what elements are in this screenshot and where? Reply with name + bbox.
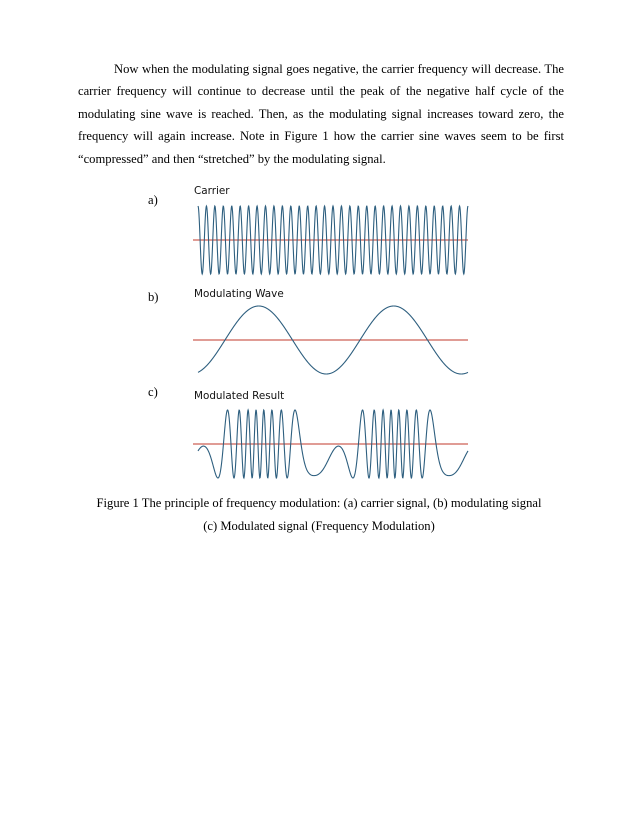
carrier-wave-plot <box>188 200 470 280</box>
panel-a-title: Carrier <box>194 185 230 197</box>
panel-c-title: Modulated Result <box>194 390 285 402</box>
body-paragraph: Now when the modulating signal goes negative, the carrier frequency will decrease. The carrier frequency will continue to decrease until the peak of the negative half cycle of the modulating sine wave is reached. Then, as the modulating signal increases toward zero, the frequency will again increase. Note in Figure 1 how the carrier sine waves seem to be first “compressed” and then “stretched” by the modulating signal. <box>78 62 564 166</box>
modulating-wave-plot <box>188 300 470 380</box>
figure-caption-line-1: Figure 1 The principle of frequency modulation: (a) carrier signal, (b) modulating signal <box>96 496 542 510</box>
panel-b-label: b) <box>148 290 159 304</box>
panel-b-title: Modulating Wave <box>194 288 284 300</box>
figure-caption-line-2: (c) Modulated signal (Frequency Modulation) <box>203 519 435 533</box>
panel-c-label: c) <box>148 385 158 399</box>
panel-a-label: a) <box>148 193 158 207</box>
modulated-wave-plot <box>188 404 470 484</box>
